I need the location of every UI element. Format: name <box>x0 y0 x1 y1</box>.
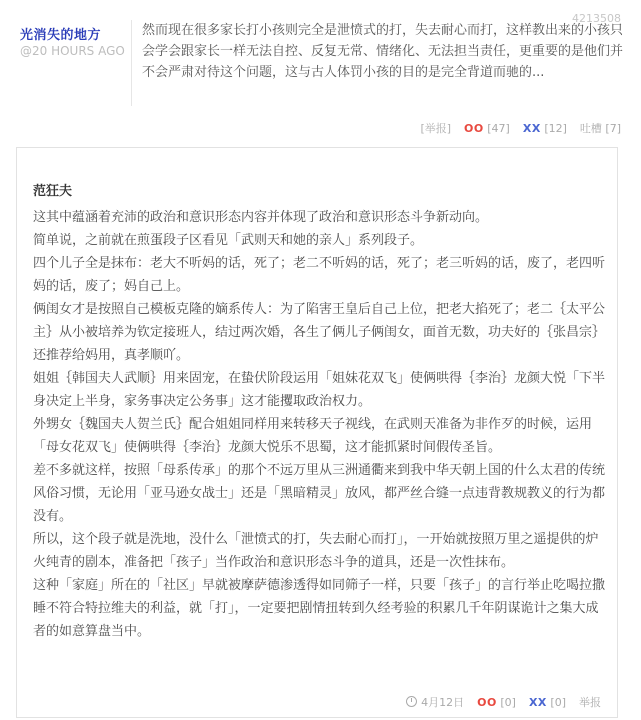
comment-body <box>33 206 605 643</box>
clock-icon <box>406 696 417 707</box>
tucao-count: [7] <box>605 122 621 135</box>
comment-author: 范狂夫 <box>33 184 73 199</box>
comment-paragraph: 四个儿子全是抹布：老大不听妈的话，死了；老二不听妈的话，死了；老三听妈的话，废了，老四听妈的话，废了；妈自己上。 <box>33 256 606 294</box>
oo-count: [47] <box>487 122 510 135</box>
comment-body: 然而现在很多家长打小孩则完全是泄愤式的打，失去耐心而打，这样教出来的小孩只会学会跟家长一样无法自控、反复无常、情绪化、无法担当责任，更重要的是他们并不会严肃对待这个问题，这与古人体罚小孩的目的是完全背道而驰的... <box>131 20 634 106</box>
oo-vote-button[interactable]: OO <box>464 122 484 135</box>
oo-count: [0] <box>500 696 516 709</box>
comment-paragraph: 俩闺女才是按照自己模板克隆的嫡系传人：为了陷害王皇后自己上位，把老大掐死了；老二｛太平公主｝从小被培养为钦定接班人，结过两次婚，各生了俩儿子俩闺女，面首无数，功夫好的｛张昌宗｝还推荐给妈用，真孝顺吖。 <box>33 302 606 363</box>
comment-paragraph: 这其中蕴涵着充沛的政治和意识形态内容并体现了政治和意识形态斗争新动向。 <box>33 210 489 225</box>
comment-paragraph: 简单说，之前就在煎蛋段子区看见「武则天和她的亲人」系列段子。 <box>33 233 424 248</box>
comment-paragraph: 所以，这个段子就是洗地，没什么「泄愤式的打，失去耐心而打」，一开始就按照万里之遥提供的炉火纯青的剧本，准备把「孩子」当作政治和意识形态斗争的道具，还是一次性抹布。 <box>33 532 599 570</box>
report-link[interactable]: [举报] <box>420 122 452 135</box>
comment-id[interactable]: 4213508 <box>572 12 621 25</box>
comment-timestamp: @20 HOURS AGO <box>20 44 125 58</box>
comment-paragraph: 姐姐｛韩国夫人武顺｝用来固宠，在蛰伏阶段运用「姐妹花双飞」使俩哄得｛李治｝龙颜大悦「下半身决定上半身，家务事决定公务事」这才能攫取政治权力。 <box>33 371 606 409</box>
comment-paragraph: 这种「家庭」所在的「社区」早就被摩萨德渗透得如同筛子一样，只要「孩子」的言行举止吃喝拉撒睡不符合特拉维夫的利益，就「打」，一定要把剧情扭转到久经考验的积累几千年阴谋诡计之集大成者的如意算盘当中。 <box>33 578 606 639</box>
report-link[interactable]: 举报 <box>579 696 601 709</box>
comment-actions <box>406 694 601 710</box>
xx-count: [12] <box>544 122 567 135</box>
comment-paragraph: 差不多就这样，按照「母系传承」的那个不远万里从三洲通衢来到我中华天朝上国的什么太君的传统风俗习惯，无论用「亚马逊女战士」还是「黑暗精灵」放风，都严丝合缝一点违背教规教义的行为都没有。 <box>33 463 606 524</box>
comment-paragraph: 外甥女｛魏国夫人贺兰氏｝配合姐姐同样用来转移天子视线，在武则天准备为非作歹的时候，运用「母女花双飞」使俩哄得｛李治｝龙颜大悦乐不思蜀，这才能抓紧时间假传圣旨。 <box>33 417 593 455</box>
tucao-link[interactable]: 吐槽 <box>579 122 602 135</box>
xx-count: [0] <box>550 696 566 709</box>
comment-date: 4月12日 <box>421 696 465 709</box>
hot-comment-card <box>16 147 618 718</box>
oo-vote-button[interactable]: OO <box>477 696 497 709</box>
xx-vote-button[interactable]: XX <box>528 696 547 709</box>
comment-author-link[interactable]: 光消失的地方 <box>20 28 102 43</box>
comment-item <box>0 0 641 142</box>
xx-vote-button[interactable]: XX <box>522 122 541 135</box>
comment-actions <box>420 120 621 136</box>
